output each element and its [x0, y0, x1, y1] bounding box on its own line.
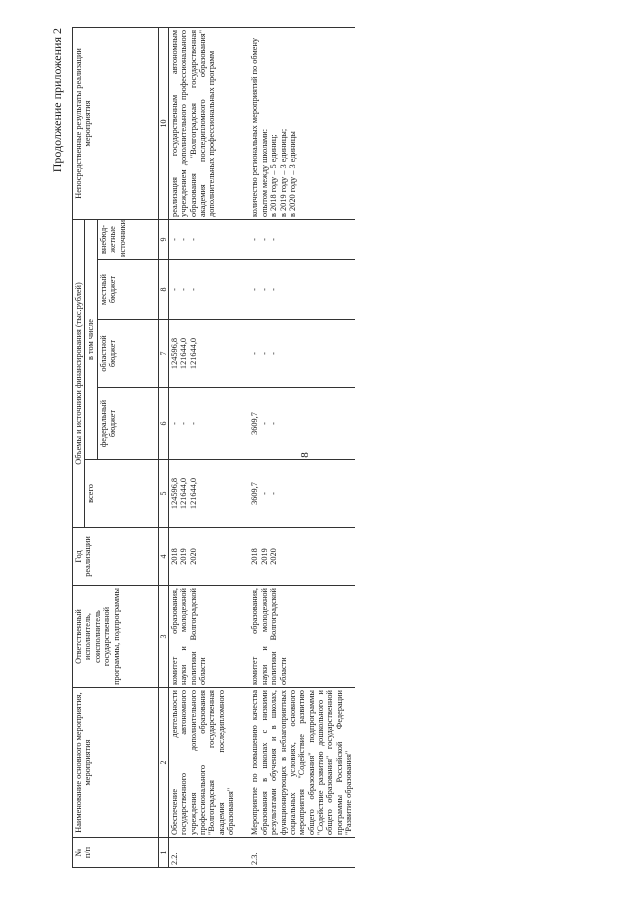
col-number: 9 — [158, 219, 168, 259]
table-row — [168, 27, 236, 867]
col-number: 1 — [158, 838, 168, 868]
row-num: 2.3. — [236, 838, 354, 868]
row-executor: комитет образования, науки и молодежной политики Волгоградской области — [236, 586, 354, 688]
col-number: 10 — [158, 27, 168, 219]
header-name: Наименование основного мероприятия, мероприятия — [73, 688, 159, 838]
col-number: 4 — [158, 528, 168, 586]
row-num: 2.2. — [168, 838, 236, 868]
continuation-label: Продолжение приложения 2 — [50, 28, 64, 173]
row-extra: - - - — [168, 219, 236, 259]
row-federal: - - - — [168, 388, 236, 460]
row-result — [236, 27, 354, 219]
row-extra: - - - — [236, 219, 354, 259]
row-result: реализация государственным автономным учреждением дополнительного профессионального образования "Волгоградская государственная академия последипломного образования" дополнительных профессиональных программ — [168, 27, 236, 219]
row-result-line: в 2020 году – 3 единицы — [287, 131, 297, 217]
rotated-page-content — [50, 28, 560, 868]
row-total: 124596,8 121644,0 121644,0 — [168, 460, 236, 528]
col-number: 6 — [158, 388, 168, 460]
header-including: в том числе — [85, 219, 97, 459]
row-local: - - - — [168, 260, 236, 320]
row-years: 2018 2019 2020 — [236, 528, 354, 586]
header-executor: Ответственный исполнитель, соисполнитель государственной программы, подпрограммы — [73, 586, 159, 688]
row-years: 2018 2019 2020 — [168, 528, 236, 586]
header-year: Год реализации — [73, 528, 159, 586]
row-federal: 3609,7 - - — [236, 388, 354, 460]
col-number: 8 — [158, 260, 168, 320]
col-number: 2 — [158, 688, 168, 838]
col-number: 7 — [158, 320, 168, 388]
row-executor: комитет образования, науки и молодежной политики Волгоградской области — [168, 586, 236, 688]
header-federal: федеральный бюджет — [97, 388, 158, 460]
row-name: Обеспечение деятельности государственного автономного учреждения дополнительного профессионального образования "Волгоградская государственная академия последипломного образования" — [168, 688, 236, 838]
row-result-intro: количество региональных мероприятий по обмену опытом между школами: — [250, 37, 269, 217]
row-result-line: в 2018 году – 5 единиц; — [269, 134, 279, 217]
header-results: Непосредственные результаты реализации мероприятия — [73, 27, 159, 219]
financing-table — [72, 27, 355, 868]
row-total: 3609,7 - - — [236, 460, 354, 528]
row-local: - - - — [236, 260, 354, 320]
col-number: 5 — [158, 460, 168, 528]
page-number: 8 — [299, 452, 311, 458]
header-volumes: Объемы и источники финансирования (тыс.рублей) — [73, 219, 85, 527]
column-numbers-row — [158, 27, 168, 867]
row-regional: 124596,8 121644,0 121644,0 — [168, 320, 236, 388]
table-row — [236, 27, 354, 867]
row-result-line: в 2019 году – 3 единицы; — [278, 128, 288, 217]
header-regional: областной бюджет — [97, 320, 158, 388]
row-name: Мероприятие по повышению качества образования в школах с низкими результатами обучения и в школах, функционирующих в неблагоприятных социальных условиях, основного мероприятия "Содействие развитию общего образования" подпрограммы "Содействие развитию дошкольного и общего образования" государственной программы Российской Федерации "Развитие образования" — [236, 688, 354, 838]
header-local: местный бюджет — [97, 260, 158, 320]
header-num: № п/п — [73, 838, 159, 868]
col-number: 3 — [158, 586, 168, 688]
header-extra: внебюд-жетные источники — [97, 219, 158, 259]
row-regional: - - - — [236, 320, 354, 388]
header-total: всего — [85, 460, 158, 528]
header-row-1 — [73, 27, 85, 867]
